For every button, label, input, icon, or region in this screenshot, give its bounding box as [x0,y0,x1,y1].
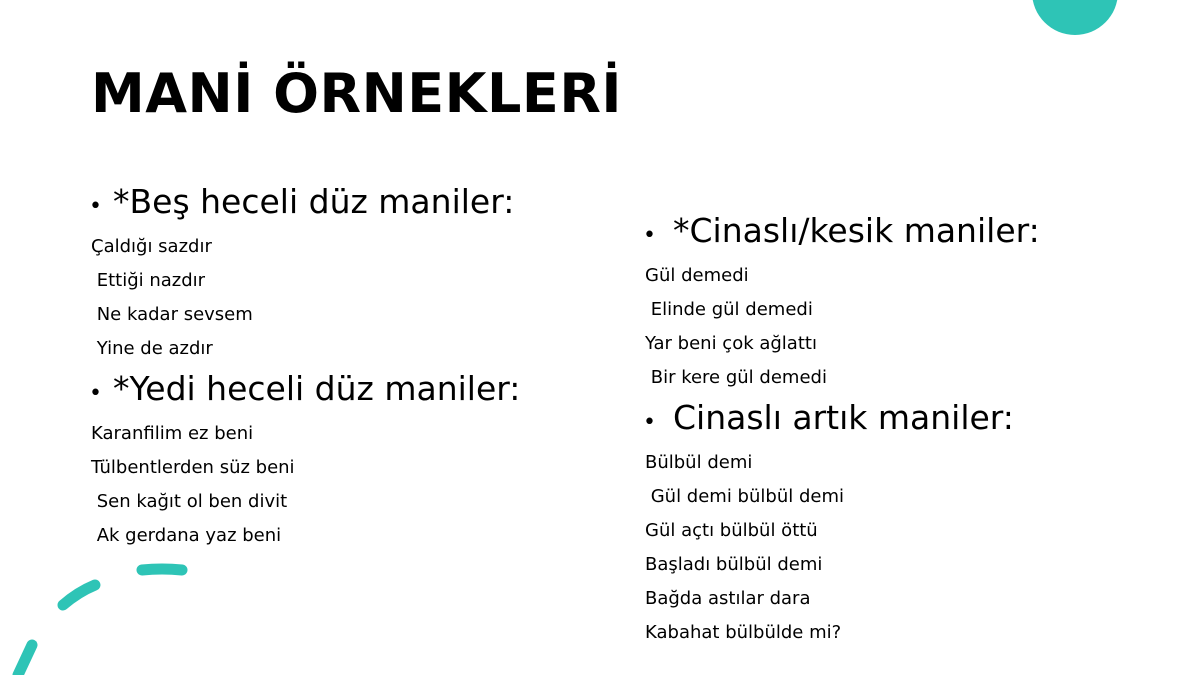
section-cinasli-kesik [643,208,1163,395]
section-heading [643,208,1163,259]
poem-line: Yar beni çok ağlattı [645,333,817,354]
section-heading-text: *Yedi heceli düz maniler: [113,369,521,408]
section-bes-heceli [89,179,609,366]
section-heading-text: Cinaslı artık maniler: [673,398,1014,437]
decorative-dashed-arc-dash-2 [63,585,95,605]
poem-lines [643,259,1163,395]
poem-line: Bir kere gül demedi [645,367,827,388]
bullet-icon: • [643,410,656,435]
poem-line: Tülbentlerden süz beni [91,457,295,478]
poem-lines [89,230,609,366]
decorative-dashed-arc-dash-3 [18,645,32,675]
section-heading [89,179,609,230]
section-heading [643,395,1163,446]
poem-line: Ak gerdana yaz beni [91,525,282,546]
poem-line: Ettiği nazdır [91,270,206,291]
left-column [89,179,609,553]
poem-line: Ne kadar sevsem [91,304,253,325]
poem-line: Yine de azdır [91,338,213,359]
bullet-icon: • [89,381,102,406]
poem-line: Gül demi bülbül demi [645,486,844,507]
bullet-icon: • [89,194,102,219]
page-title: MANİ ÖRNEKLERİ [91,62,622,125]
poem-line: Gül demedi [645,265,749,286]
section-heading-text: *Beş heceli düz maniler: [113,182,515,221]
section-cinasli-artik [643,395,1163,650]
right-column [643,208,1163,650]
poem-line: Karanfilim ez beni [91,423,254,444]
poem-line: Bağda astılar dara [645,588,811,609]
bullet-icon: • [643,223,656,248]
poem-line: Bülbül demi [645,452,753,473]
section-heading [89,366,609,417]
poem-lines [643,446,1163,650]
poem-line: Başladı bülbül demi [645,554,823,575]
poem-line: Gül açtı bülbül öttü [645,520,818,541]
poem-line: Sen kağıt ol ben divit [91,491,288,512]
section-yedi-heceli [89,366,609,553]
poem-line: Elinde gül demedi [645,299,813,320]
poem-line: Kabahat bülbülde mi? [645,622,842,643]
poem-line: Çaldığı sazdır [91,236,212,257]
decorative-dashed-arc-dash-1 [142,569,182,570]
poem-lines [89,417,609,553]
decorative-circle [1032,0,1118,35]
section-heading-text: *Cinaslı/kesik maniler: [673,211,1040,250]
